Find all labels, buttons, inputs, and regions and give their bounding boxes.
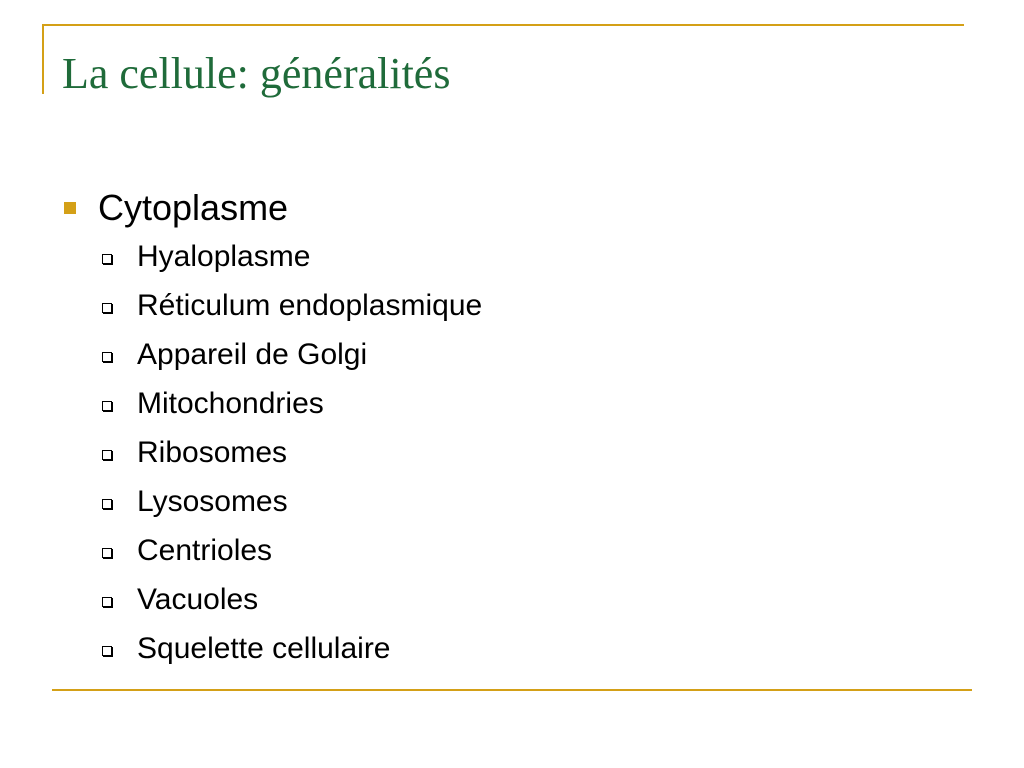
list-item [62, 379, 962, 428]
hollow-square-bullet-icon [102, 548, 112, 558]
left-accent-line [42, 24, 44, 94]
hollow-square-bullet-icon [102, 352, 112, 362]
sub-bullet-list [62, 232, 962, 673]
list-item [62, 428, 962, 477]
hollow-square-bullet-icon [102, 254, 112, 264]
sub-bullet-label: Centrioles [137, 533, 273, 567]
hollow-square-bullet-icon [102, 401, 112, 411]
list-item [62, 232, 962, 281]
hollow-square-bullet-icon [102, 646, 112, 656]
sub-bullet-label: Vacuoles [137, 582, 259, 616]
list-item [62, 330, 962, 379]
bottom-divider-line [52, 689, 972, 691]
sub-bullet-label: Squelette cellulaire [137, 631, 391, 665]
main-bullet-item [62, 184, 962, 232]
sub-bullet-label: Ribosomes [137, 435, 288, 469]
slide-title: La cellule: généralités [62, 49, 451, 98]
slide-content [62, 184, 962, 673]
sub-bullet-label: Hyaloplasme [137, 239, 311, 273]
top-divider-line [42, 24, 964, 26]
hollow-square-bullet-icon [102, 597, 112, 607]
sub-bullet-label: Appareil de Golgi [137, 337, 368, 371]
main-bullet-label: Cytoplasme [98, 187, 289, 228]
list-item [62, 624, 962, 673]
sub-bullet-label: Mitochondries [137, 386, 324, 420]
list-item [62, 526, 962, 575]
sub-bullet-label: Réticulum endoplasmique [137, 288, 483, 322]
hollow-square-bullet-icon [102, 303, 112, 313]
hollow-square-bullet-icon [102, 499, 112, 509]
list-item [62, 477, 962, 526]
sub-bullet-label: Lysosomes [137, 484, 288, 518]
filled-square-bullet-icon [64, 202, 76, 214]
list-item [62, 281, 962, 330]
hollow-square-bullet-icon [102, 450, 112, 460]
list-item [62, 575, 962, 624]
